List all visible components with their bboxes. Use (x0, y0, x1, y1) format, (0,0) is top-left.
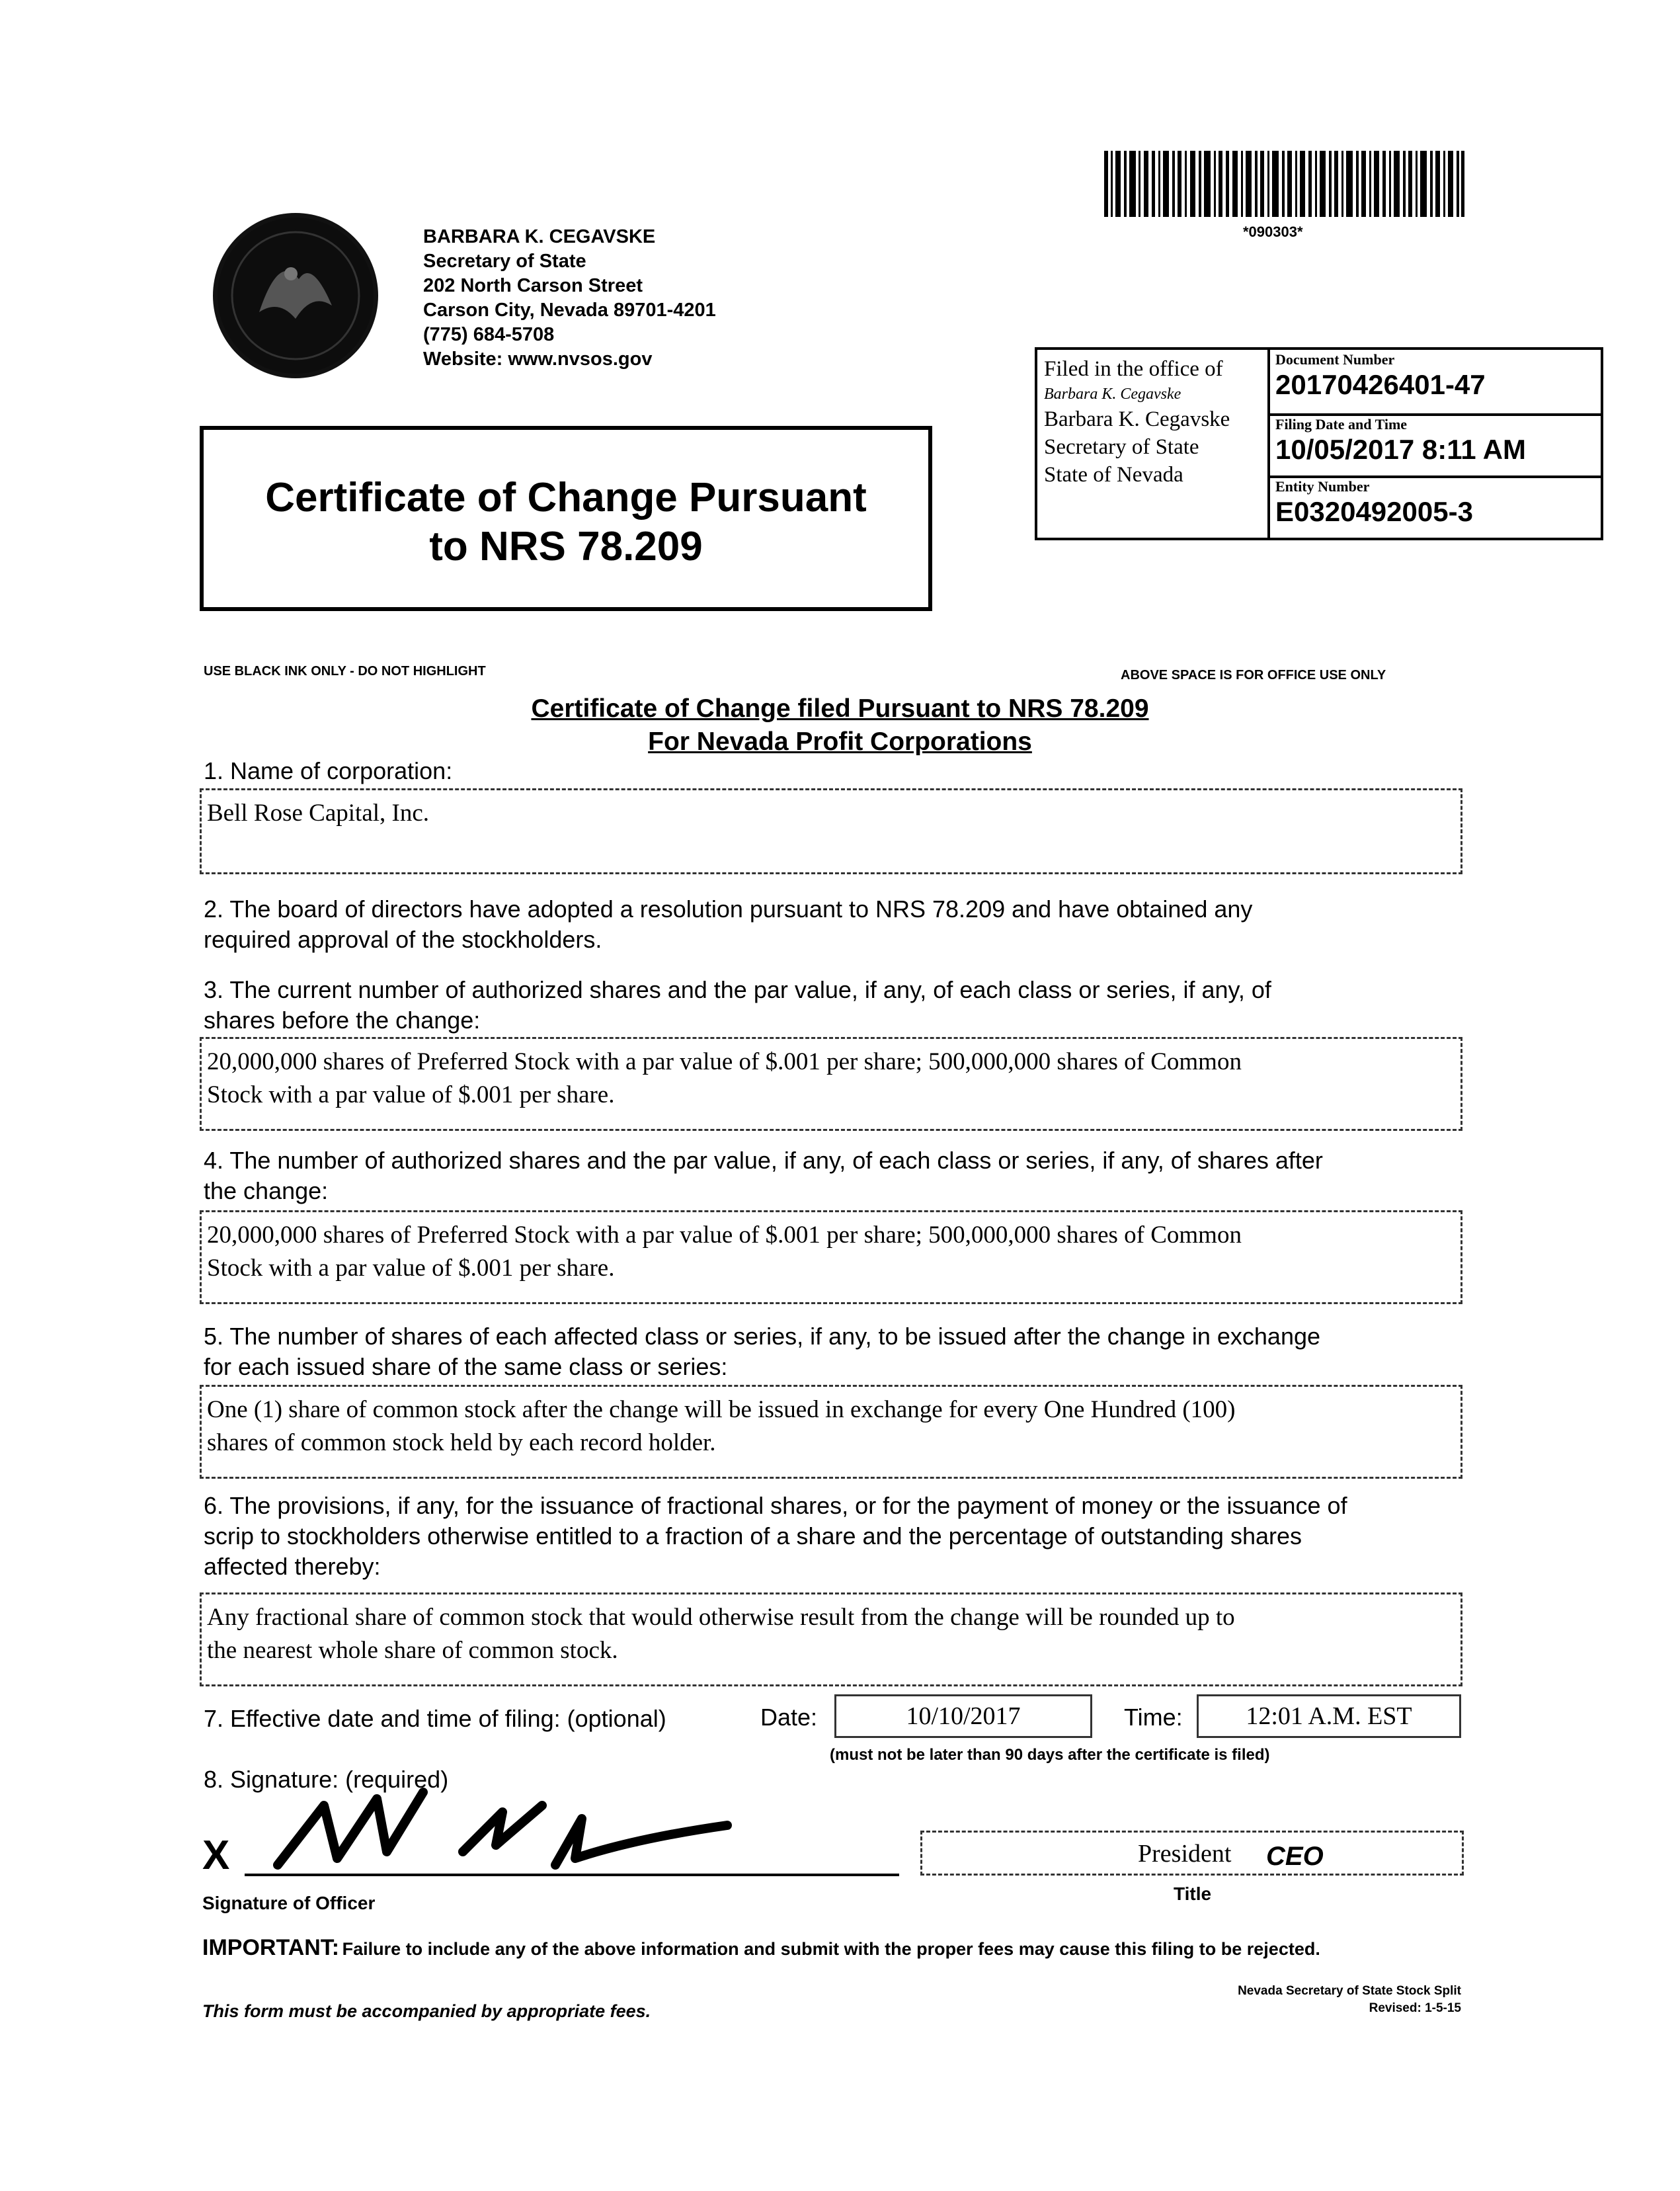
official-name: BARBARA K. CEGAVSKE (423, 226, 656, 247)
barcode-number: *090303* (1243, 224, 1303, 240)
important-text: Failure to include any of the above information and submit with the proper fees may cause this filing to be rejected. (342, 1939, 1320, 1959)
item-1-question: 1. Name of corporation: (204, 757, 453, 784)
item-4-question (204, 1145, 1500, 1206)
revised-date: Revised: 1-5-15 (1369, 2001, 1461, 2015)
date-label: Date: (760, 1704, 818, 1731)
item-6-line-1: 6. The provisions, if any, for the issuance of fractional shares, or for the payment of money or the issuance of (204, 1492, 1347, 1519)
signature-x-mark: X (202, 1833, 230, 1878)
form-heading-line-2: For Nevada Profit Corporations (648, 727, 1032, 756)
officer-title-handwritten: CEO (1266, 1842, 1324, 1871)
item-3-line-1: 3. The current number of authorized shares and the par value, if any, of each class or series, if any, of (204, 976, 1271, 1003)
form-name: Nevada Secretary of State Stock Split (1238, 1984, 1461, 1998)
shares-before-change-field[interactable] (200, 1037, 1462, 1131)
barcode (1104, 151, 1464, 217)
filed-in-office (1037, 350, 1270, 538)
shares-after-line-2: Stock with a par value of $.001 per share. (207, 1255, 615, 1282)
form-heading-line-1: Certificate of Change filed Pursuant to NRS 78.209 (531, 694, 1149, 723)
item-6-line-2: scrip to stockholders otherwise entitled to a fraction of a share and the percentage of outstanding shares (204, 1522, 1302, 1550)
secretary-of-state-address (423, 225, 716, 372)
fractional-shares-line-2: the nearest whole share of common stock. (207, 1637, 618, 1664)
officer-title: President (1138, 1840, 1232, 1868)
document-number-cell (1270, 351, 1601, 401)
item-2-line-1: 2. The board of directors have adopted a resolution pursuant to NRS 78.209 and have obtained any (204, 895, 1253, 923)
signature-of-officer-label: Signature of Officer (202, 1893, 376, 1913)
time-label: Time: (1124, 1704, 1183, 1731)
document-number: 20170426401-47 (1275, 369, 1486, 400)
black-ink-notice: USE BLACK INK ONLY - DO NOT HIGHLIGHT (204, 664, 486, 679)
filing-date-cell (1270, 413, 1601, 466)
phone-number: (775) 684-5708 (423, 324, 555, 345)
effective-date-field[interactable] (834, 1694, 1092, 1738)
effective-date-value: 10/10/2017 (906, 1702, 1021, 1730)
item-7-question: 7. Effective date and time of filing: (optional) (204, 1705, 666, 1732)
exchange-shares-line-2: shares of common stock held by each record holder. (207, 1429, 716, 1456)
website: Website: www.nvsos.gov (423, 349, 653, 370)
signature-line (245, 1874, 899, 1876)
item-3-question (204, 975, 1500, 1036)
secretary-title: Secretary of State (1044, 435, 1199, 459)
item-2-question (204, 894, 1500, 955)
shares-after-change-field[interactable] (200, 1210, 1462, 1304)
exchange-shares-field[interactable] (200, 1385, 1462, 1479)
fractional-shares-line-1: Any fractional share of common stock that would otherwise result from the change will be rounded up to (207, 1604, 1235, 1631)
state-name: State of Nevada (1044, 463, 1183, 487)
item-4-line-1: 4. The number of authorized shares and the par value, if any, of each class or series, if any, of shares after (204, 1147, 1323, 1174)
title-label: Title (1174, 1883, 1212, 1904)
state-seal (213, 213, 378, 378)
exchange-shares-line-1: One (1) share of common stock after the change will be issued in exchange for every One Hundred (100) (207, 1396, 1236, 1423)
entity-number: E0320492005-3 (1275, 496, 1473, 527)
shares-after-line-1: 20,000,000 shares of Preferred Stock with a par value of $.001 per share; 500,000,000 shares of Common (207, 1221, 1242, 1249)
corporation-name: Bell Rose Capital, Inc. (207, 800, 430, 827)
form-title-box (200, 426, 932, 611)
filing-date-label: Filing Date and Time (1275, 416, 1408, 433)
secretary-signature: Barbara K. Cegavske (1044, 386, 1181, 403)
shares-before-line-1: 20,000,000 shares of Preferred Stock with a par value of $.001 per share; 500,000,000 shares of Common (207, 1048, 1242, 1075)
fractional-shares-field[interactable] (200, 1592, 1462, 1686)
item-8-question: 8. Signature: (required) (204, 1766, 449, 1793)
form-title-line-2: to NRS 78.209 (429, 524, 703, 569)
seal-emblem-icon (213, 213, 378, 378)
item-3-line-2: shares before the change: (204, 1007, 481, 1034)
officer-title-field[interactable] (920, 1831, 1464, 1876)
item-2-line-2: required approval of the stockholders. (204, 926, 602, 953)
address-line-1: 202 North Carson Street (423, 275, 643, 296)
item-4-line-2: the change: (204, 1177, 329, 1204)
officer-signature (264, 1779, 740, 1878)
important-notice (202, 1935, 1485, 1961)
effective-time-value: 12:01 A.M. EST (1246, 1702, 1412, 1730)
item-5-question (204, 1321, 1500, 1382)
form-title (204, 430, 928, 571)
office-space-notice: ABOVE SPACE IS FOR OFFICE USE ONLY (1121, 668, 1386, 682)
official-title: Secretary of State (423, 251, 586, 272)
office-use-box (1035, 347, 1603, 540)
filing-date: 10/05/2017 8:11 AM (1275, 434, 1527, 465)
entity-number-label: Entity Number (1275, 478, 1370, 495)
secretary-name: Barbara K. Cegavske (1044, 407, 1230, 431)
filed-in-label: Filed in the office of (1044, 357, 1223, 381)
corporation-name-field[interactable] (200, 788, 1462, 874)
item-6-question (204, 1491, 1500, 1582)
address-line-2: Carson City, Nevada 89701-4201 (423, 300, 716, 321)
item-5-line-1: 5. The number of shares of each affected class or series, if any, to be issued after the change in exchange (204, 1323, 1321, 1350)
shares-before-line-2: Stock with a par value of $.001 per share. (207, 1081, 615, 1108)
effective-time-field[interactable] (1197, 1694, 1461, 1738)
entity-number-cell (1270, 475, 1601, 528)
important-label: IMPORTANT: (202, 1935, 340, 1960)
fees-note: This form must be accompanied by appropriate fees. (202, 2001, 651, 2021)
item-6-line-3: affected thereby: (204, 1553, 381, 1580)
item-5-line-2: for each issued share of the same class or series: (204, 1353, 728, 1380)
form-title-line-1: Certificate of Change Pursuant (265, 475, 867, 520)
document-number-label: Document Number (1275, 351, 1395, 368)
date-restriction-note: (must not be later than 90 days after the certificate is filed) (830, 1746, 1270, 1764)
